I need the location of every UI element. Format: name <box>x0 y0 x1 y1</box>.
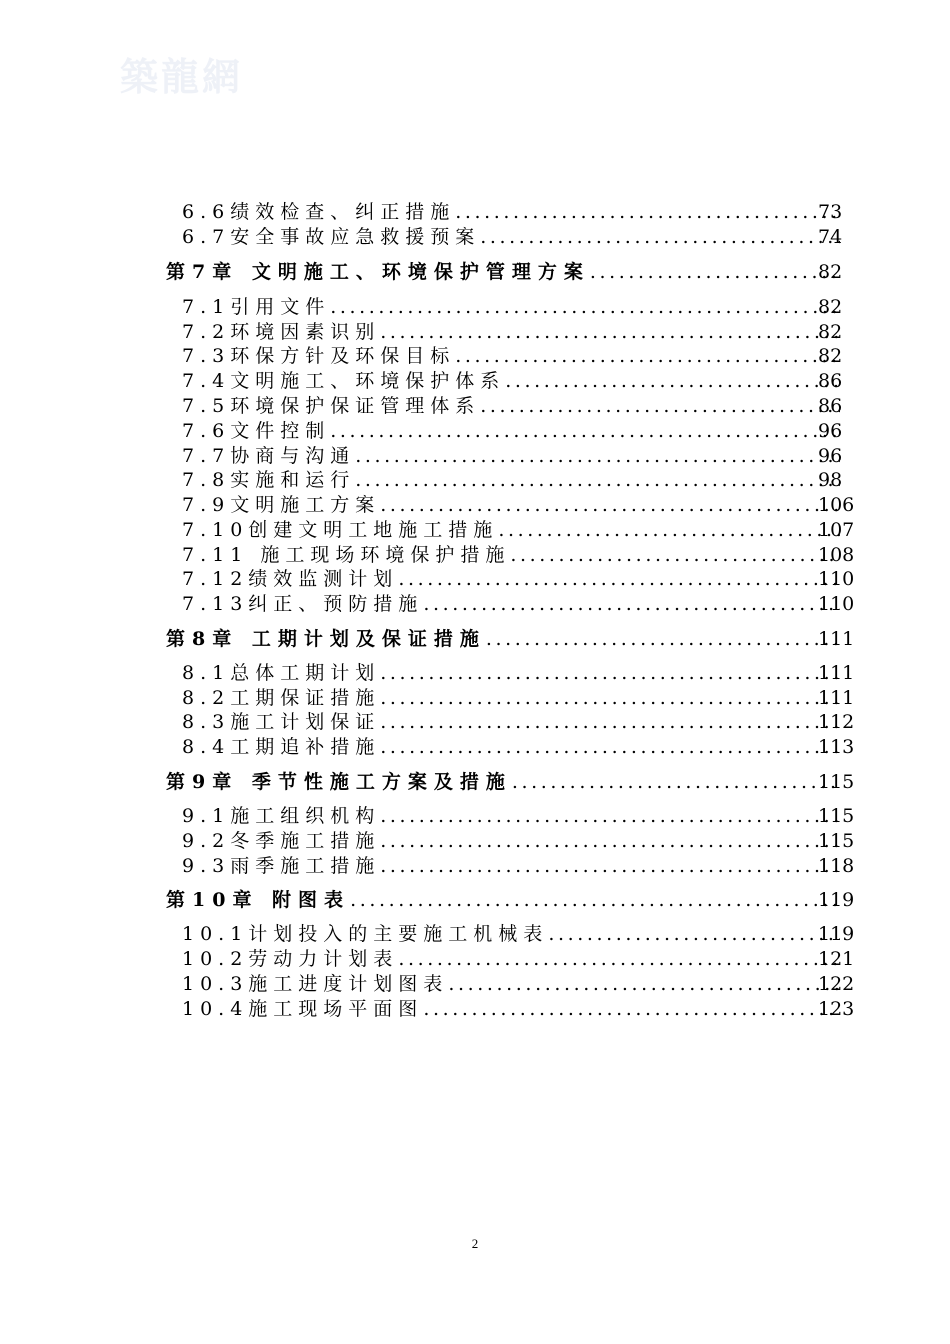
toc-entry-line <box>182 344 843 368</box>
toc-entry-line <box>182 200 843 224</box>
toc-page-number: 119 <box>818 889 855 911</box>
toc-section-entry[interactable] <box>0 468 950 492</box>
toc-dot-leader <box>510 543 840 567</box>
toc-entry-line <box>182 468 843 492</box>
toc-page-number: 86 <box>818 370 843 392</box>
toc-section-entry[interactable] <box>0 997 950 1021</box>
toc-entry-label: 8.2工期保证措施 <box>182 687 381 709</box>
toc-entry-label: 10.2劳动力计划表 <box>182 948 399 970</box>
toc-entry-label: 7.9文明施工方案 <box>182 494 381 516</box>
toc-section-entry[interactable] <box>0 804 950 828</box>
toc-entry-line <box>182 518 840 542</box>
toc-dot-leader <box>380 829 840 853</box>
toc-dot-leader <box>480 225 843 249</box>
toc-page-number: 108 <box>818 544 855 566</box>
toc-page-number: 110 <box>818 593 855 615</box>
toc-page-number: 86 <box>818 395 843 417</box>
toc-page-number: 112 <box>818 711 855 733</box>
toc-dot-leader <box>330 419 843 443</box>
toc-entry-line <box>182 997 840 1021</box>
toc-entry-line <box>182 735 840 759</box>
toc-section-entry[interactable] <box>0 394 950 418</box>
toc-dot-leader <box>350 888 840 912</box>
toc-section-entry[interactable] <box>0 710 950 734</box>
toc-dot-leader <box>498 518 840 542</box>
toc-entry-label: 7.5环境保护保证管理体系 <box>182 395 481 417</box>
toc-entry-label: 8.1总体工期计划 <box>182 662 381 684</box>
toc-entry-line <box>182 493 840 517</box>
toc-entry-label: 8.4工期追补措施 <box>182 736 381 758</box>
toc-entry-label: 第7章 文明施工、环境保护管理方案 <box>166 261 590 283</box>
toc-entry-label: 10.1计划投入的主要施工机械表 <box>182 923 549 945</box>
watermark-logo: 築龍網 <box>120 54 244 99</box>
toc-dot-leader <box>423 592 840 616</box>
toc-dot-leader <box>380 493 840 517</box>
toc-section-entry[interactable] <box>0 735 950 759</box>
toc-page-number: 115 <box>818 771 855 793</box>
toc-entry-line <box>182 947 840 971</box>
toc-dot-leader <box>380 854 840 878</box>
toc-dot-leader <box>548 922 840 946</box>
toc-dot-leader <box>512 770 840 794</box>
toc-section-entry[interactable] <box>0 225 950 249</box>
toc-page-number: 73 <box>818 201 843 223</box>
page-number: 2 <box>471 1236 479 1251</box>
toc-page-number: 82 <box>818 261 843 283</box>
toc-section-entry[interactable] <box>0 444 950 468</box>
toc-entry-label: 6.7安全事故应急救援预案 <box>182 226 481 248</box>
toc-entry-line <box>182 320 843 344</box>
toc-section-entry[interactable] <box>0 419 950 443</box>
toc-entry-line <box>166 888 840 912</box>
toc-page-number: 111 <box>818 628 855 650</box>
toc-entry-label: 7.10创建文明工地施工措施 <box>182 519 499 541</box>
toc-entry-line <box>182 419 843 443</box>
toc-dot-leader <box>380 661 840 685</box>
toc-page-number: 115 <box>818 805 855 827</box>
toc-dot-leader <box>355 444 843 468</box>
toc-entry-line <box>182 444 843 468</box>
toc-entry-label: 8.3施工计划保证 <box>182 711 381 733</box>
toc-dot-leader <box>486 627 840 651</box>
toc-page-number: 123 <box>818 998 855 1020</box>
toc-page-number: 96 <box>818 420 843 442</box>
toc-dot-leader <box>455 344 843 368</box>
toc-dot-leader <box>380 735 840 759</box>
toc-entry-line <box>182 854 840 878</box>
toc-page-number: 82 <box>818 296 843 318</box>
toc-entry-label: 7.13纠正、预防措施 <box>182 593 424 615</box>
toc-page-number: 113 <box>818 736 855 758</box>
toc-entry-line <box>182 394 843 418</box>
toc-page-number: 121 <box>818 948 855 970</box>
toc-entry-label: 10.3施工进度计划图表 <box>182 973 449 995</box>
toc-entry-line <box>182 543 840 567</box>
toc-dot-leader <box>330 295 843 319</box>
toc-entry-line <box>182 295 843 319</box>
toc-page-number: 115 <box>818 830 855 852</box>
toc-dot-leader <box>398 947 840 971</box>
toc-section-entry[interactable] <box>0 592 950 616</box>
toc-entry-line <box>182 225 843 249</box>
toc-dot-leader <box>380 804 840 828</box>
toc-entry-label: 7.11 施工现场环境保护措施 <box>182 544 511 566</box>
toc-entry-label: 10.4施工现场平面图 <box>182 998 424 1020</box>
toc-page-number: 74 <box>818 226 843 248</box>
toc-chapter-entry[interactable] <box>0 260 950 284</box>
toc-section-entry[interactable] <box>0 972 950 996</box>
toc-section-entry[interactable] <box>0 200 950 224</box>
toc-chapter-entry[interactable] <box>0 888 950 912</box>
toc-page-number: 98 <box>818 469 843 491</box>
toc-section-entry[interactable] <box>0 854 950 878</box>
toc-entry-line <box>166 627 840 651</box>
toc-entry-label: 第10章 附图表 <box>166 889 351 911</box>
toc-entry-line <box>182 369 843 393</box>
toc-section-entry[interactable] <box>0 543 950 567</box>
toc-section-entry[interactable] <box>0 829 950 853</box>
toc-dot-leader <box>448 972 840 996</box>
toc-page-number: 106 <box>818 494 855 516</box>
toc-chapter-entry[interactable] <box>0 770 950 794</box>
toc-entry-label: 7.1引用文件 <box>182 296 331 318</box>
toc-dot-leader <box>380 686 840 710</box>
toc-entry-line <box>166 770 840 794</box>
toc-entry-line <box>182 661 840 685</box>
toc-entry-label: 7.4文明施工、环境保护体系 <box>182 370 506 392</box>
toc-section-entry[interactable] <box>0 661 950 685</box>
toc-entry-label: 第9章 季节性施工方案及措施 <box>166 771 512 793</box>
toc-page-number: 96 <box>818 445 843 467</box>
toc-page-number: 82 <box>818 321 843 343</box>
toc-dot-leader <box>480 394 843 418</box>
toc-entry-label: 7.3环保方针及环保目标 <box>182 345 456 367</box>
toc-page-number: 107 <box>818 519 855 541</box>
toc-section-entry[interactable] <box>0 320 950 344</box>
toc-section-entry[interactable] <box>0 493 950 517</box>
toc-entry-line <box>182 829 840 853</box>
toc-entry-line <box>182 686 840 710</box>
toc-section-entry[interactable] <box>0 947 950 971</box>
toc-entry-line <box>182 804 840 828</box>
toc-page-number: 122 <box>818 973 855 995</box>
toc-page-number: 82 <box>818 345 843 367</box>
toc-page-number: 110 <box>818 568 855 590</box>
toc-entry-label: 7.2环境因素识别 <box>182 321 381 343</box>
toc-section-entry[interactable] <box>0 518 950 542</box>
toc-dot-leader <box>590 260 843 284</box>
toc-page-number: 118 <box>818 855 855 877</box>
toc-section-entry[interactable] <box>0 369 950 393</box>
toc-page-number: 111 <box>818 687 855 709</box>
toc-entry-label: 9.2冬季施工措施 <box>182 830 381 852</box>
toc-section-entry[interactable] <box>0 567 950 591</box>
toc-entry-label: 7.7协商与沟通 <box>182 445 356 467</box>
toc-section-entry[interactable] <box>0 922 950 946</box>
toc-section-entry[interactable] <box>0 344 950 368</box>
toc-dot-leader <box>398 567 840 591</box>
toc-section-entry[interactable] <box>0 295 950 319</box>
toc-dot-leader <box>380 320 843 344</box>
toc-entry-line <box>182 710 840 734</box>
toc-entry-line <box>182 972 840 996</box>
toc-dot-leader <box>505 369 843 393</box>
toc-dot-leader <box>355 468 843 492</box>
toc-entry-label: 7.12绩效监测计划 <box>182 568 399 590</box>
toc-entry-label: 9.3雨季施工措施 <box>182 855 381 877</box>
toc-entry-label: 第8章 工期计划及保证措施 <box>166 628 486 650</box>
toc-entry-label: 9.1施工组织机构 <box>182 805 381 827</box>
toc-chapter-entry[interactable] <box>0 627 950 651</box>
toc-section-entry[interactable] <box>0 686 950 710</box>
toc-entry-label: 7.8实施和运行 <box>182 469 356 491</box>
toc-entry-line <box>166 260 843 284</box>
toc-entry-label: 6.6绩效检查、纠正措施 <box>182 201 456 223</box>
toc-dot-leader <box>423 997 840 1021</box>
toc-page-number: 119 <box>818 923 855 945</box>
toc-entry-line <box>182 922 840 946</box>
toc-entry-line <box>182 567 840 591</box>
toc-dot-leader <box>380 710 840 734</box>
toc-entry-line <box>182 592 840 616</box>
toc-page-number: 111 <box>818 662 855 684</box>
toc-dot-leader <box>455 200 843 224</box>
toc-entry-label: 7.6文件控制 <box>182 420 331 442</box>
